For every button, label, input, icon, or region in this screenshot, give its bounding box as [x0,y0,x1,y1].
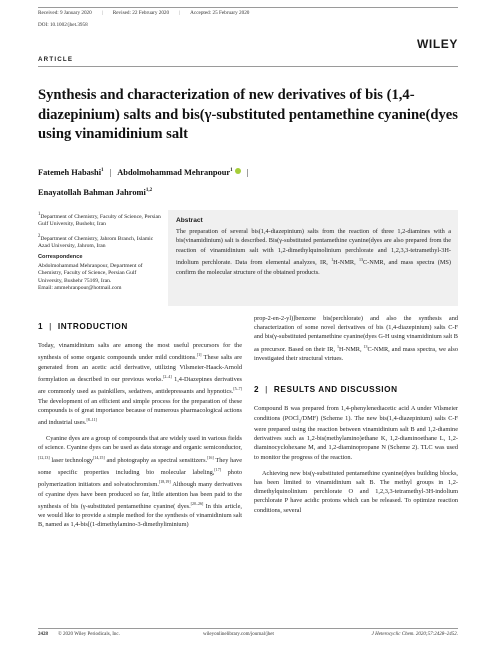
text-span: prop-2-en-2-yl)]benzene bis(perchlorate) and also the synthesis and characterization of some novel derivatives of bis (1,4-diazepinium) salts C-F and bis(γ-substituted pentamethine cyanine(dyes G-H using vinamidinium salt B as precursor. Based on their IR, [254,315,458,353]
section-title: RESULTS AND DISCUSSION [273,385,398,395]
text-span: and photography as spectral sensitizers. [104,456,208,464]
results-paragraph-2: Achieving new bis(γ-substituted pentamethine cyanine(dyes building blocks, has been limited to vinamidinium salt B. The methyl groups in 1,2-dimethylquinolinium perchlorate O and 1,2,3,3-tetramethyl-3H-indolium perchlorate P have acidic protons which can be released. To optimize reaction conditions, several [254,469,458,514]
page-number: 2428 [38,632,48,637]
text-span: Although many derivatives of cyanine dyes have been produced so far, little attention has been paid to the synthesis of bis (γ-substituted pentamethine cyanine( dyes. [38,481,242,510]
isotope-mark: 1 [337,343,339,349]
text-span: In this article, we would like to provide a simple method for the synthesis of vinamidinium salt B, named as 1,4-bis[(1-dimethylamino-3-dimethyliminium) [38,502,242,529]
affiliation-mark: 1 [38,212,41,217]
text-span: These salts are generated from an acetic acid derivative, utilizing Vilsmeier-Haack-Arnold formylation as described in our previous works. [38,354,242,383]
date-separator: | [179,10,181,16]
affiliation-2 [38,233,162,251]
citation-link[interactable]: [20–26] [190,500,204,506]
section-heading-introduction [38,322,242,331]
citation-link[interactable]: [5–7] [233,386,242,392]
citation-link[interactable]: [8–11] [86,416,97,422]
journal-url[interactable]: wileyonlinelibrary.com/journal/jhet [203,632,274,637]
correspondence-email[interactable]: Email: ammehranpour@hotmail.com [38,284,122,291]
isotope-mark: 13 [363,343,368,349]
citation-link[interactable]: [17] [214,466,222,472]
article-title: Synthesis and characterization of new derivatives of bis (1,4-diazepinium) salts and bis(γ-substituted pentamethine cyanine(dyes using vinamidinium salt [38,87,458,142]
section-number: 1 [38,322,44,331]
text-span: C-NMR, and mass spectra, we also investigated their structural virtues. [254,345,459,362]
author-name[interactable]: Enayatollah Bahman Jahromi [38,187,146,197]
text-span: /DMF) (Scheme 1). The new bis(1,4-diazepinium) salts C-F were prepared using the reaction between vinamidinium salt B and 1,2-diamine derivatives such as 1,2-bis(methylamino)ethane K, 1,2-diaminoethane L, 1,2-diaminocyclohexane M, and 1,2-diaminopropane N (Scheme 2). TLC was used to monitor the progress of the reaction. [254,414,458,461]
text-span: H-NMR, [339,345,364,353]
affiliation-text: Department of Chemistry, Jahrom Branch, Islamic Azad University, Jahrom, Iran [38,235,154,249]
author-affiliation-mark: 1,2 [145,187,153,193]
text-span: The development of an efficient and simple process for the preparation of these compounds is of great importance because of numerous pharmacological actions and industrial uses. [38,397,242,426]
intro-paragraph-1 [38,341,242,427]
publisher-logo: WILEY [417,37,458,51]
abstract-heading: Abstract [176,217,203,224]
author-list [38,162,458,202]
citation-link[interactable]: [18,19] [158,479,171,485]
intro-paragraph-continued [254,314,458,363]
subscript: 3 [298,417,301,423]
section-heading-results [254,385,458,394]
accepted-date: Accepted: 25 February 2020 [190,10,250,16]
author-name[interactable]: Abdolmohammad Mehranpour [117,167,231,177]
affiliation-mark: 2 [38,233,41,239]
text-span: Today, vinamidinium salts are among the most useful precursors for the synthesis of some organic compounds under mild conditions. [38,342,242,362]
abstract-span: H-NMR, [333,259,359,267]
copyright: © 2020 Wiley Periodicals, Inc. [58,632,120,637]
footer-rule [38,628,458,629]
heading-separator: | [49,322,52,331]
section-title: INTRODUCTION [57,322,128,331]
date-separator: | [101,10,103,16]
abstract-text [176,227,451,277]
journal-citation: J Heterocyclic Chem. 2020;57:2428–2452. [371,632,458,637]
article-dates [38,10,259,16]
author-separator: | [109,167,112,177]
text-span: Cyanine dyes are a group of compounds that are widely used in various fields of science. Cyanine dyes can be used as data storage and organic semiconductor, [38,435,242,452]
section-rule [38,66,458,67]
citation-link[interactable]: [1] [196,352,202,358]
section-label: ARTICLE [38,56,74,63]
isotope-mark: 13 [358,257,363,263]
author-name[interactable]: Fatemeh Habashi [38,167,102,177]
affiliation-1 [38,211,162,229]
author-affiliation-mark: 1 [101,168,104,173]
text-span: They have some specific properties including bio molecular labeling, [38,456,242,476]
heading-separator: | [265,385,268,395]
citation-link[interactable]: [12,13] [38,454,50,460]
text-span: laser technology [49,456,94,464]
right-column [254,314,458,515]
abstract-span: C-NMR, and mass spectra (MS) confirm the molecular structure of the obtained products. [176,259,452,276]
abstract-box [168,210,458,306]
received-date: Received: 9 January 2020 [38,10,92,16]
text-span: 1,4-Diazepines derivatives are commonly used as painkillers, sedatives, antidepressants and hypnotics. [38,376,242,396]
intro-paragraph-2 [38,434,242,529]
affiliations [38,211,162,292]
correspondence-heading: Correspondence [38,254,83,261]
left-column [38,314,242,529]
abstract-span: The preparation of several bis(1,4-diazepinium) salts from the reaction of three 1,2-diamines with a bis(vinamidinium) salt is described. Bis(γ-substituted pentamethine cyanine(dyes are also prepared from the reaction of vinamidinium salt with 1,2-dimethylquinolinium perchlorate and 1,2,3,3-tetramethyl-3H-indolium perchlorate. Data from elemental analyzes, IR, [176,228,451,267]
top-rule [38,7,458,8]
isotope-mark: 1 [331,257,334,263]
affiliation-text: Department of Chemistry, Faculty of Science, Persian Gulf University, Bushehr, Iran [38,213,161,228]
text-span: photo polymerization initiators and solvatochromism. [38,469,242,489]
section-number: 2 [254,385,260,395]
text-span: Compound B was prepared from 1,4-phenylenediacetic acid A under Vilsmeier conditions (POCl [254,405,458,422]
correspondence-text: Abdolmohammad Mehranpour, Department of Chemistry, Faculty of Science, Persian Gulf University, Bushehr 75169, Iran. [38,262,143,284]
author-affiliation-mark: 1 [230,168,233,173]
revised-date: Revised: 22 February 2020 [112,10,170,16]
citation-link[interactable]: [16] [207,454,214,460]
citation-link[interactable]: [2–4] [163,373,172,379]
doi[interactable]: DOI: 10.1002/jhet.3958 [38,22,88,28]
citation-link[interactable]: [14,15] [93,454,105,460]
author-separator: | [246,167,249,177]
orcid-icon[interactable] [235,168,241,174]
results-paragraph-1 [254,404,458,461]
